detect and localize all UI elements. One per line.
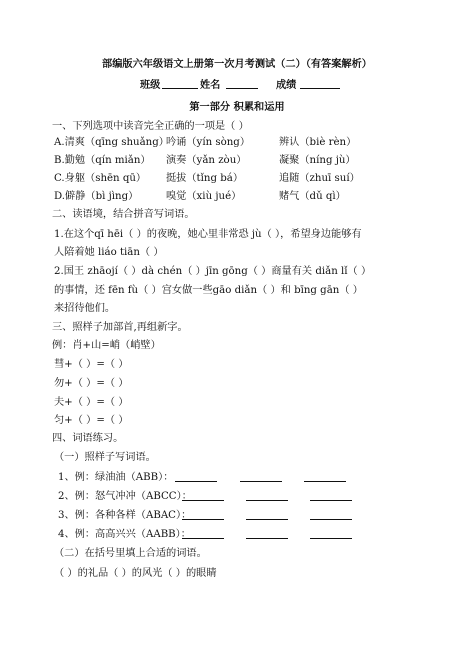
q3-stem: 三、照样子加部首,再组新字。 — [52, 322, 188, 333]
q4-sub1: （一）照样子写词语。 — [54, 452, 156, 463]
q1-b-1: B.勤勉（qín miǎn） — [54, 155, 151, 166]
q2-p2-line1: 2.国王 zhāojí（ ）dà chén（ ）jīn gōng（ ）商量有关 diǎn lǐ（ ） — [54, 266, 372, 277]
q3-example: 例：肖+山=峭（峭壁） — [52, 340, 161, 351]
q1-d-2: 嗅觉（xiù jué） — [166, 191, 242, 202]
q4-ex4-blank-2 — [246, 528, 288, 539]
score-blank — [300, 78, 340, 89]
q4-ex1-text: 1、例：绿油油（ABB）： — [58, 472, 174, 483]
part-heading: 第一部分 积累和运用 — [189, 101, 285, 113]
q3-row-2: 勿+（ ）=（ ） — [54, 378, 129, 389]
q4-ex3-text: 3、例：各种各样（ABAC）： — [58, 510, 192, 521]
q4-stem: 四、词语练习。 — [52, 433, 124, 444]
q1-stem: 一、下列选项中读音完全正确的一项是（ ） — [52, 121, 249, 132]
q1-a-3: 辨认（biè rèn） — [279, 137, 357, 148]
q3-row-4: 匀+（ ）=（ ） — [54, 415, 129, 426]
q4-ex3-blank-2 — [246, 509, 288, 520]
q4-ex1-blank-3 — [304, 471, 346, 482]
q1-a-1: A.清爽（qīng shuǎng） — [54, 137, 169, 148]
q4-ex3-blank-3 — [310, 509, 352, 520]
q4-ex2-blank-2 — [246, 490, 288, 501]
name-blank — [226, 78, 258, 89]
q4-ex4-text: 4、例：高高兴兴（AABB）： — [58, 529, 191, 540]
q1-c-2: 挺拔（tǐng bá） — [166, 173, 244, 184]
q4-sub2: （二）在括号里填上合适的词语。 — [54, 548, 207, 559]
q1-a-2: 吟诵（yín sòng） — [166, 137, 251, 148]
q4-ex4-blank-1 — [182, 528, 224, 539]
q1-c-3: 追随（zhuī suí） — [279, 173, 360, 184]
q2-p2-line3: 来招待他们。 — [54, 303, 116, 314]
q1-b-2: 演奏（yǎn zòu） — [166, 155, 247, 166]
q4-ex2-blank-3 — [310, 490, 352, 501]
q3-row-3: 夫+（ ）=（ ） — [54, 397, 129, 408]
q4-ex1-blank-2 — [240, 471, 282, 482]
q1-d-1: D.僻静（bì jìng） — [54, 191, 139, 202]
q1-b-3: 凝聚（níng jù） — [279, 155, 356, 166]
q2-stem: 二、读语境，结合拼音写词语。 — [52, 209, 195, 220]
q4-ex3-blank-1 — [182, 509, 224, 520]
q4-ex2-blank-1 — [182, 490, 224, 501]
q1-d-3: 赌气（dǔ qì） — [279, 191, 346, 202]
q2-p2-line2: 的事情，还 fēn fù（ ）宫女做一些gāo diǎn（ ）和 bīng gān（ ） — [54, 285, 363, 296]
class-label: 班级 — [140, 79, 161, 91]
q2-p1-line2: 人陪着她 liáo tiān（ ） — [54, 247, 164, 258]
q1-c-1: C.身躯（shēn qū） — [54, 173, 147, 184]
q3-row-1: 彗+（ ）=（ ） — [54, 359, 129, 370]
q4-ex1-blank-1 — [175, 471, 217, 482]
name-label: 姓名 — [200, 79, 221, 91]
score-label: 成绩 — [276, 79, 297, 91]
q2-p1-line1: 1.在这个qī hēi（ ）的夜晚，她心里非常恐 jù（ ），希望身边能够有 — [54, 229, 362, 240]
q4-fill-line: （ ）的礼品（ ）的风光（ ）的眼睛 — [54, 568, 217, 579]
class-blank — [162, 78, 198, 89]
exam-title: 部编版六年级语文上册第一次月考测试（二）（有答案解析） — [102, 58, 372, 70]
q4-ex2-text: 2、例：怒气冲冲（ABCC）： — [58, 491, 192, 502]
q4-ex4-blank-3 — [310, 528, 352, 539]
